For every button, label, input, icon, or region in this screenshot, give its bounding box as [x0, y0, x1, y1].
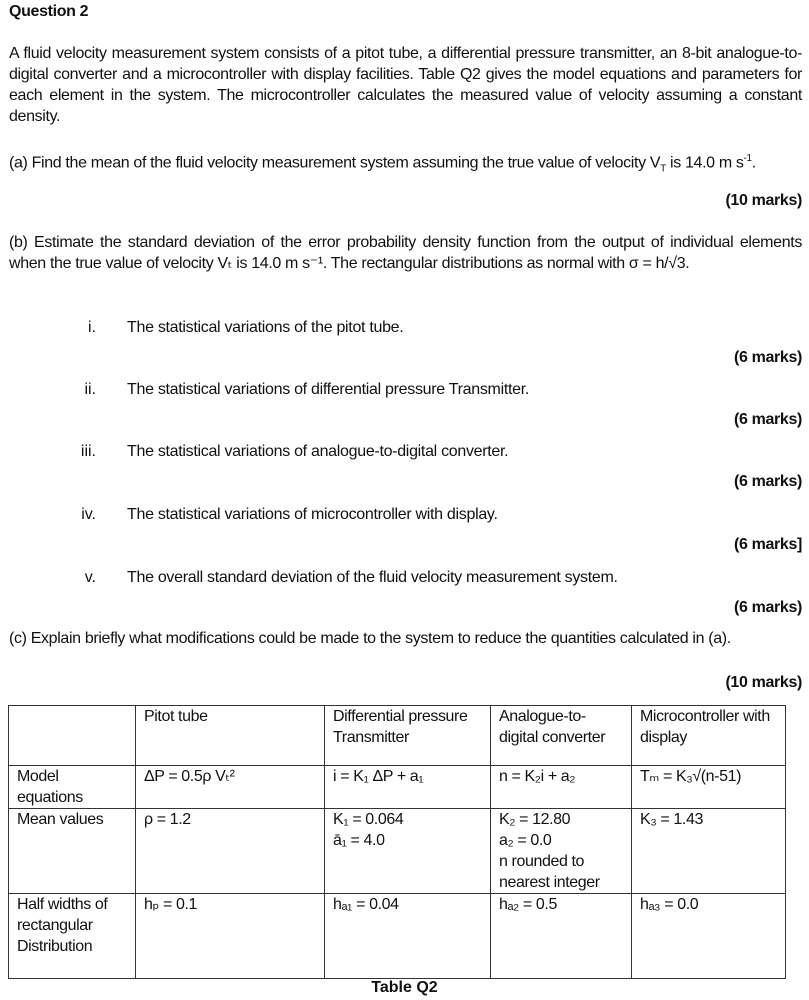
item-number: v.	[84, 569, 96, 586]
item-number: iv.	[81, 506, 96, 523]
item-text: The statistical variations of differential pressure Transmitter.	[127, 381, 530, 398]
table-q2	[8, 705, 786, 979]
part-a-text	[9, 148, 802, 180]
part-c-marks: (10 marks)	[725, 674, 802, 691]
table-header-cell: Analogue-to-digital converter	[491, 706, 632, 766]
part-a-marks: (10 marks)	[725, 192, 802, 209]
table-header-cell: Differential pressure Transmitter	[325, 706, 491, 766]
table-caption: Table Q2	[371, 979, 438, 996]
table-header-row	[9, 706, 786, 766]
item-text: The statistical variations of the pitot tube.	[127, 319, 404, 336]
part-a-sub: T	[660, 163, 666, 175]
question-title: Question 2	[9, 3, 89, 20]
table-cell: hₐ₁ = 0.04	[325, 894, 491, 979]
part-a-text-1: (a) Find the mean of the fluid velocity measurement system assuming the true value of velocity V	[9, 154, 661, 172]
item-text: The statistical variations of microcontroller with display.	[127, 506, 498, 523]
table-cell: K₃ = 1.43	[632, 809, 786, 894]
part-b-text: (b) Estimate the standard deviation of the error probability density function from the output of individual elements when the true value of velocity Vₜ is 14.0 m s⁻¹. The rectangular distributions as normal with σ = h/√3.	[9, 234, 802, 272]
item-marks: (6 marks)	[734, 473, 802, 490]
table-header-cell: Pitot tube	[136, 706, 325, 766]
part-c-text: (c) Explain briefly what modifications could be made to the system to reduce the quantities calculated in (a).	[9, 630, 731, 647]
table-cell: Tₘ = K₃√(n-51)	[632, 766, 786, 809]
intro-paragraph: A fluid velocity measurement system consists of a pitot tube, a differential pressure transmitter, an 8-bit analogue-to-digital converter and a microcontroller with display facilities. Table Q2 gives the model equations and parameters for each element in the system. The microcontroller calculates the measured value of velocity assuming a constant density.	[9, 45, 802, 125]
part-a-sup: -1	[743, 153, 752, 164]
table-cell: K₁ = 0.064 ā₁ = 4.0	[325, 809, 491, 894]
part-a-text-2: is 14.0 m s	[665, 154, 744, 172]
item-marks: (6 marks)	[734, 349, 802, 366]
table-header-cell: Microcontroller with display	[632, 706, 786, 766]
item-number: ii.	[84, 381, 96, 398]
item-marks: (6 marks)	[734, 599, 802, 616]
table-row	[9, 809, 786, 894]
table-header-cell	[9, 706, 136, 766]
table-cell: hₐ₂ = 0.5	[491, 894, 632, 979]
table-cell: ρ = 1.2	[136, 809, 325, 894]
part-a-text-3: .	[751, 154, 756, 172]
table-cell: n = K₂i + a₂	[491, 766, 632, 809]
table-cell: Model equations	[9, 766, 136, 809]
item-text: The overall standard deviation of the fluid velocity measurement system.	[127, 569, 618, 586]
item-marks: (6 marks]	[734, 536, 802, 553]
table-cell: Mean values	[9, 809, 136, 894]
item-number: iii.	[80, 443, 96, 460]
table-row	[9, 766, 786, 809]
table-cell: i = K₁ ΔP + a₁	[325, 766, 491, 809]
table-cell: K₂ = 12.80 a₂ = 0.0 n rounded to nearest integer	[491, 809, 632, 894]
item-marks: (6 marks)	[734, 411, 802, 428]
table-cell: hₚ = 0.1	[136, 894, 325, 979]
table-cell: ΔP = 0.5ρ Vₜ²	[136, 766, 325, 809]
table-cell: Half widths of rectangular Distribution	[9, 894, 136, 979]
table-row	[9, 894, 786, 979]
item-number: i.	[88, 319, 96, 336]
table-cell: hₐ₃ = 0.0	[632, 894, 786, 979]
item-text: The statistical variations of analogue-to-digital converter.	[127, 443, 509, 460]
